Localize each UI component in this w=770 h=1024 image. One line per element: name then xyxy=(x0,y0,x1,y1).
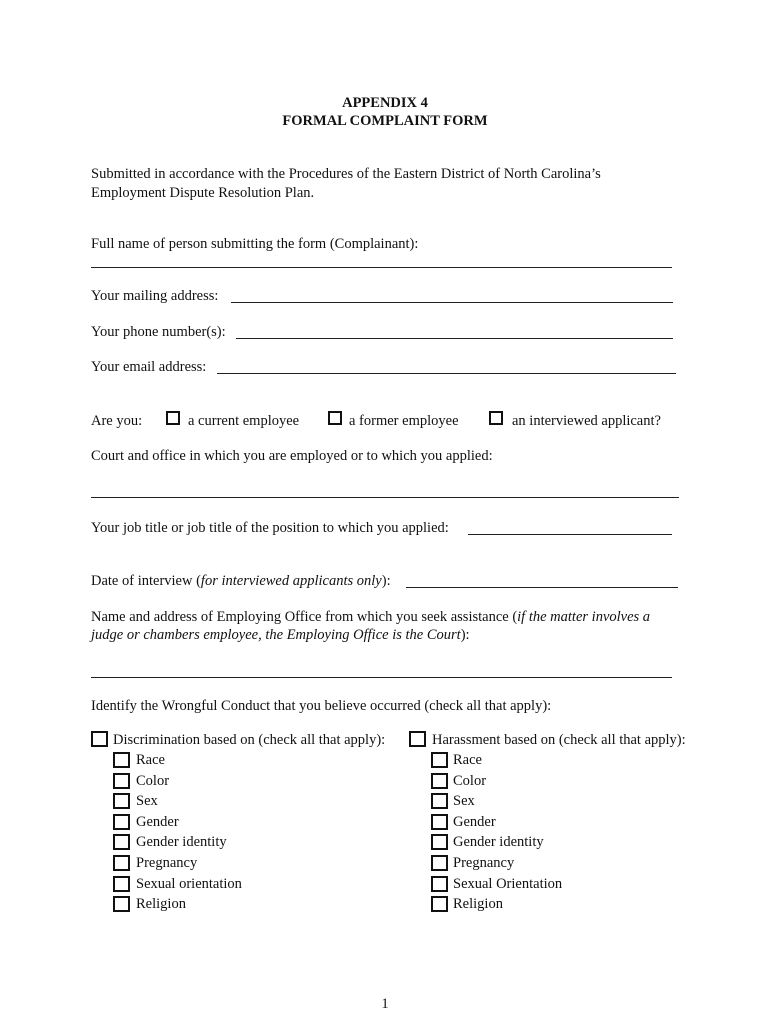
page-number: 1 xyxy=(381,996,389,1012)
full-name-label: Full name of person submitting the form (Complainant): xyxy=(91,236,419,252)
discrimination-checkbox-5[interactable] xyxy=(113,855,130,871)
harassment-checkbox-6[interactable] xyxy=(431,876,448,892)
status-checkbox-applicant[interactable] xyxy=(489,411,503,425)
harassment-option-label: Gender identity xyxy=(453,834,544,851)
wrongful-conduct-prompt: Identify the Wrongful Conduct that you believe occurred (check all that apply): xyxy=(91,698,552,714)
interview-date-field[interactable] xyxy=(406,587,678,588)
email-field[interactable] xyxy=(217,373,676,374)
phone-label: Your phone number(s): xyxy=(91,324,226,340)
employing-office-label-line-1: Name and address of Employing Office from which you seek assistance (if the matter involves a xyxy=(91,609,651,625)
intro-line-1: Submitted in accordance with the Procedures of the Eastern District of North Carolina’s xyxy=(91,166,601,182)
discrimination-checkbox-4[interactable] xyxy=(113,834,130,850)
discrimination-checkbox-6[interactable] xyxy=(113,876,130,892)
email-label: Your email address: xyxy=(91,359,207,375)
status-option-current: a current employee xyxy=(188,413,300,429)
harassment-checkbox-3[interactable] xyxy=(431,814,448,830)
harassment-option-label: Sexual Orientation xyxy=(453,875,563,892)
court-office-label: Court and office in which you are employed or to which you applied: xyxy=(91,448,493,464)
harassment-checkbox[interactable] xyxy=(409,731,426,747)
status-option-applicant: an interviewed applicant? xyxy=(512,413,661,429)
discrimination-option-label: Gender xyxy=(136,813,179,830)
harassment-checkbox-7[interactable] xyxy=(431,896,448,912)
harassment-option-label: Gender xyxy=(453,813,496,830)
discrimination-option-label: Color xyxy=(136,772,170,789)
discrimination-checkbox[interactable] xyxy=(91,731,108,747)
discrimination-option-label: Gender identity xyxy=(136,834,227,851)
job-title-label: Your job title or job title of the position to which you applied: xyxy=(91,520,449,536)
court-office-field[interactable] xyxy=(91,497,679,498)
full-name-field[interactable] xyxy=(91,267,672,268)
harassment-option-label: Color xyxy=(453,772,487,789)
harassment-checkbox-4[interactable] xyxy=(431,834,448,850)
harassment-option-label: Race xyxy=(453,752,482,768)
status-question: Are you: xyxy=(91,413,143,429)
mailing-address-label: Your mailing address: xyxy=(91,288,219,304)
harassment-checkbox-2[interactable] xyxy=(431,793,448,809)
phone-field[interactable] xyxy=(236,338,673,339)
harassment-checkbox-5[interactable] xyxy=(431,855,448,871)
mailing-address-field[interactable] xyxy=(231,302,673,303)
form-title: FORMAL COMPLAINT FORM xyxy=(282,113,488,129)
harassment-option-label: Sex xyxy=(453,793,475,810)
discrimination-option-label: Race xyxy=(136,752,165,768)
discrimination-option-label: Sex xyxy=(136,793,158,810)
discrimination-option-label: Religion xyxy=(136,896,186,913)
employing-office-field[interactable] xyxy=(91,677,672,678)
discrimination-heading: Discrimination based on (check all that apply): xyxy=(113,732,386,748)
status-checkbox-current[interactable] xyxy=(166,411,180,425)
intro-line-2: Employment Dispute Resolution Plan. xyxy=(91,185,315,201)
discrimination-checkbox-1[interactable] xyxy=(113,773,130,789)
interview-date-label: Date of interview (for interviewed applicants only): xyxy=(91,573,391,589)
harassment-option-label: Religion xyxy=(453,896,503,913)
discrimination-option-label: Pregnancy xyxy=(136,855,198,871)
status-checkbox-former[interactable] xyxy=(328,411,342,425)
status-option-former: a former employee xyxy=(349,413,459,429)
discrimination-checkbox-2[interactable] xyxy=(113,793,130,809)
discrimination-checkbox-7[interactable] xyxy=(113,896,130,912)
discrimination-checkbox-0[interactable] xyxy=(113,752,130,768)
harassment-checkbox-1[interactable] xyxy=(431,773,448,789)
harassment-checkbox-0[interactable] xyxy=(431,752,448,768)
discrimination-checkbox-3[interactable] xyxy=(113,814,130,830)
employing-office-label-line-2: judge or chambers employee, the Employing Office is the Court): xyxy=(91,627,470,643)
discrimination-option-label: Sexual orientation xyxy=(136,875,242,892)
appendix-label: APPENDIX 4 xyxy=(342,95,428,111)
job-title-field[interactable] xyxy=(468,534,672,535)
harassment-option-label: Pregnancy xyxy=(453,855,515,871)
harassment-heading: Harassment based on (check all that apply): xyxy=(432,732,686,748)
